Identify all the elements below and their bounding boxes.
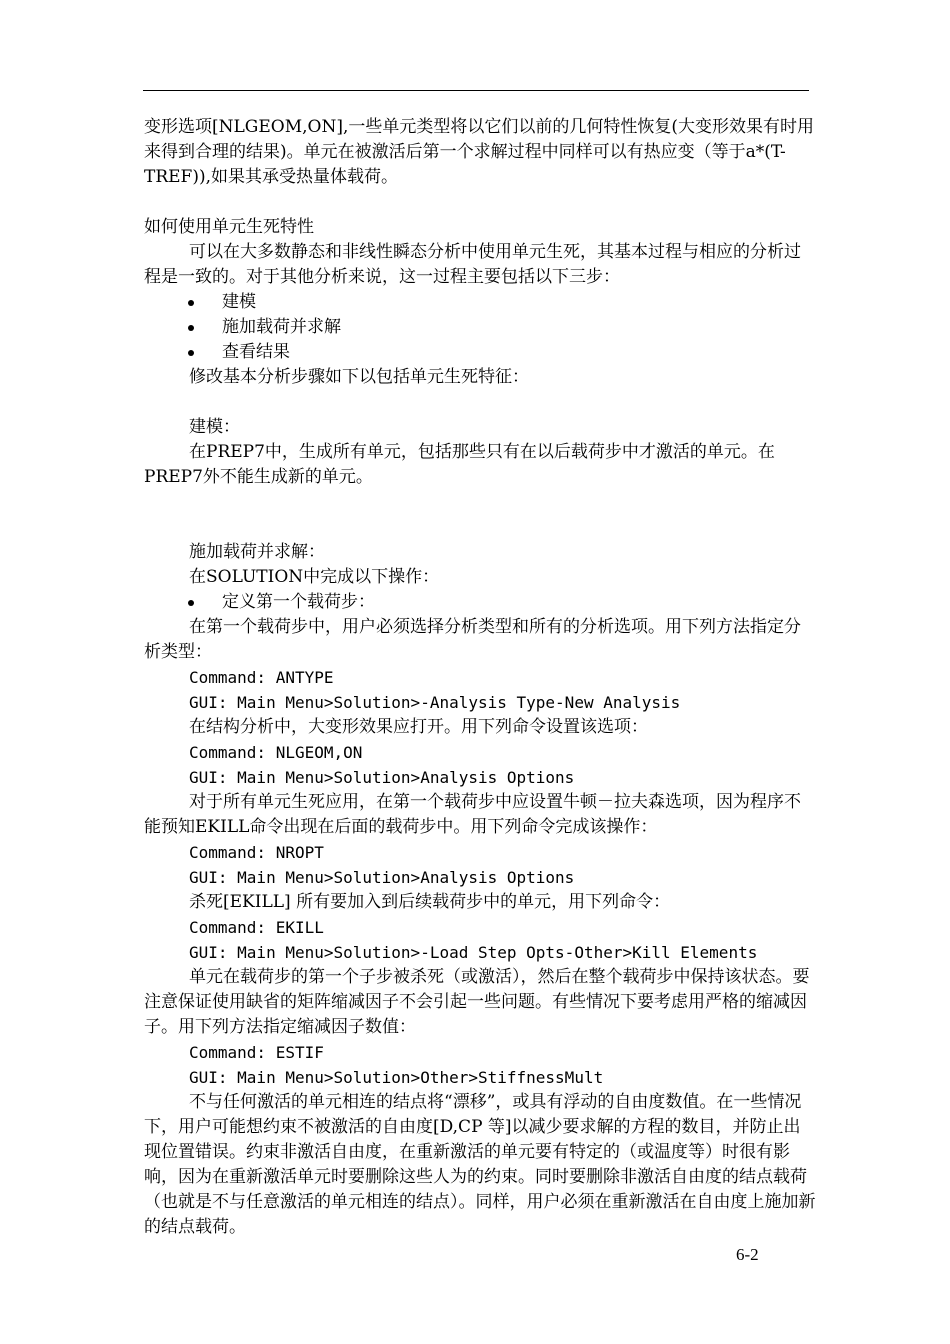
gui-path-line: GUI: Main Menu>Solution>Analysis Options bbox=[189, 868, 575, 887]
bullet-item: 建模 bbox=[144, 290, 816, 315]
blank-line bbox=[144, 390, 816, 415]
paragraph-large-deformation: 在结构分析中，大变形效果应打开。用下列命令设置该选项： bbox=[189, 717, 648, 737]
bullet-dot-icon bbox=[188, 600, 194, 606]
bullet-item: 定义第一个载荷步： bbox=[144, 590, 816, 615]
bullet-dot-icon bbox=[188, 350, 194, 356]
paragraph-ekill: 杀死[EKILL] 所有要加入到后续载荷步中的单元，用下列命令： bbox=[189, 892, 671, 912]
paragraph-reduction-factor: 单元在载荷步的第一个子步被杀死（或激活），然后在整个载荷步中保持该状态。要注意保证使用缺省的矩阵缩减因子不会引起一些问题。有些情况下要考虑用严格的缩减因子。用下列方法指定缩减因子数值： bbox=[144, 967, 810, 1037]
paragraph-nlgeom: 变形选项[NLGEOM,ON],一些单元类型将以它们以前的几何特性恢复(大变形效果有时用来得到合理的结果)。单元在被激活后第一个求解过程中同样可以有热应变（等于a*(T-TREF)),如果其承受热量体载荷。 bbox=[144, 117, 815, 187]
command-line: Command: ESTIF bbox=[189, 1043, 324, 1062]
paragraph-modify-steps: 修改基本分析步骤如下以包括单元生死特征： bbox=[189, 367, 529, 387]
gui-path-line: GUI: Main Menu>Solution>Other>StiffnessMult bbox=[189, 1068, 604, 1087]
command-line: Command: NLGEOM,ON bbox=[189, 743, 363, 762]
subheading-model: 建模： bbox=[189, 417, 240, 437]
page-number: 6-2 bbox=[736, 1245, 759, 1264]
command-line: Command: EKILL bbox=[189, 918, 324, 937]
bullet-dot-icon bbox=[188, 300, 194, 306]
gui-path-line: GUI: Main Menu>Solution>-Load Step Opts-Other>Kill Elements bbox=[189, 943, 758, 962]
command-line: Command: NROPT bbox=[189, 843, 324, 862]
paragraph-newton-raphson: 对于所有单元生死应用，在第一个载荷步中应设置牛顿－拉夫森选项，因为程序不能预知EKILL命令出现在后面的载荷步中。用下列命令完成该操作： bbox=[144, 792, 801, 837]
blank-line bbox=[144, 515, 816, 540]
blank-line bbox=[144, 490, 816, 515]
bullet-item: 施加载荷并求解 bbox=[144, 315, 816, 340]
command-line: Command: ANTYPE bbox=[189, 668, 334, 687]
header-rule bbox=[143, 90, 809, 91]
gui-path-line: GUI: Main Menu>Solution>-Analysis Type-New Analysis bbox=[189, 693, 681, 712]
paragraph-prep7: 在PREP7中，生成所有单元，包括那些只有在以后载荷步中才激活的单元。在PREP7外不能生成新的单元。 bbox=[144, 442, 775, 487]
document-body bbox=[144, 115, 816, 1240]
paragraph-drifting-nodes: 不与任何激活的单元相连的结点将“漂移”，或具有浮动的自由度数值。在一些情况下，用户可能想约束不被激活的自由度[D,CP 等]以减少要求解的方程的数目，并防止出现位置错误。约束非激活自由度，在重新激活的单元要有特定的（或温度等）时很有影响，因为在重新激活单元时要删除这些人为的约束。同时要删除非激活自由度的结点载荷（也就是不与任意激活的单元相连的结点）。同样，用户必须在重新激活在自由度上施加新的结点载荷。 bbox=[144, 1092, 816, 1237]
section-heading-how-to-use: 如何使用单元生死特性 bbox=[144, 217, 314, 237]
bullet-dot-icon bbox=[188, 325, 194, 331]
gui-path-line: GUI: Main Menu>Solution>Analysis Options bbox=[189, 768, 575, 787]
bullet-item: 查看结果 bbox=[144, 340, 816, 365]
paragraph-intro: 可以在大多数静态和非线性瞬态分析中使用单元生死，其基本过程与相应的分析过程是一致的。对于其他分析来说，这一过程主要包括以下三步： bbox=[144, 242, 801, 287]
blank-line bbox=[144, 190, 816, 215]
subheading-solve: 施加载荷并求解： bbox=[189, 542, 325, 562]
paragraph-first-loadstep: 在第一个载荷步中，用户必须选择分析类型和所有的分析选项。用下列方法指定分析类型： bbox=[144, 617, 801, 662]
paragraph-solution: 在SOLUTION中完成以下操作： bbox=[189, 567, 440, 587]
